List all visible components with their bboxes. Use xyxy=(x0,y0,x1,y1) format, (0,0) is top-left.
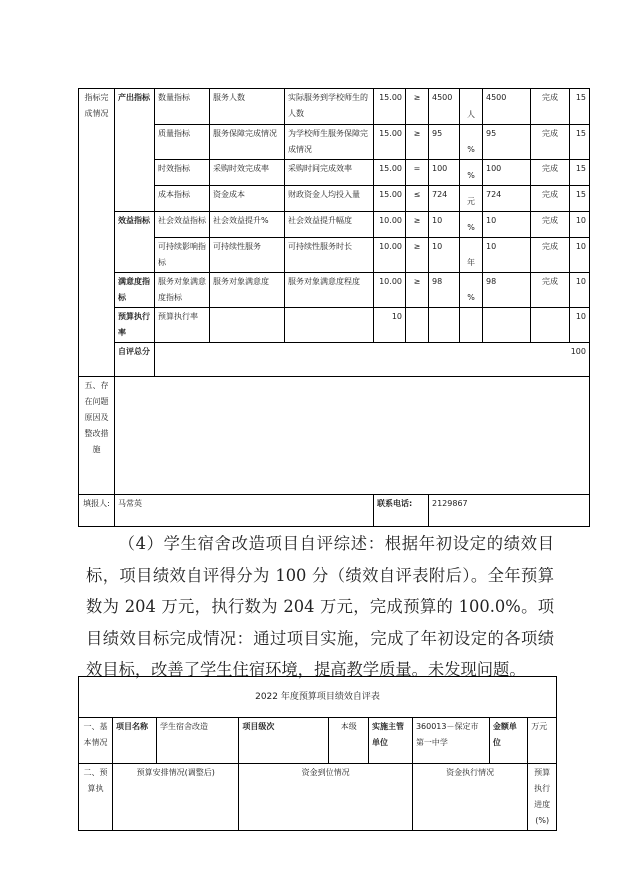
cell-l3: 可持续性服务 xyxy=(210,238,285,273)
cell-target: 98 xyxy=(429,273,460,308)
cell-weight: 10.00 xyxy=(374,238,406,273)
cell-unit: % xyxy=(460,125,483,160)
table-row xyxy=(79,212,590,238)
cell-unit: % xyxy=(460,273,483,308)
cell-unit: 年 xyxy=(460,238,483,273)
cell-weight: 15.00 xyxy=(374,186,406,212)
section-label: 指标完成情况 xyxy=(79,89,115,377)
cell-l2: 可持续影响指标 xyxy=(155,238,210,273)
problems-label: 五、存在问题原因及整改措施 xyxy=(79,377,115,495)
problems-row xyxy=(79,377,590,495)
cell-desc: 实际服务到学校师生的人数 xyxy=(285,89,374,125)
cell-target: 4500 xyxy=(429,89,460,125)
table-row xyxy=(79,273,590,308)
reporter-name: 马常英 xyxy=(115,495,374,527)
group-label: 满意度指标 xyxy=(115,273,155,308)
cell-l3: 资金成本 xyxy=(210,186,285,212)
cell-status: 完成 xyxy=(531,89,570,125)
table-row xyxy=(79,89,590,125)
cell-op: ≥ xyxy=(406,238,429,273)
cell-score: 15 xyxy=(570,89,590,125)
cell-unit: % xyxy=(460,160,483,186)
cell-l2: 数量指标 xyxy=(155,89,210,125)
cell-actual: 100 xyxy=(483,160,531,186)
cell-desc: 社会效益提升幅度 xyxy=(285,212,374,238)
cell-op: ≥ xyxy=(406,125,429,160)
cell-unit: 人 xyxy=(460,89,483,125)
cell-target: 95 xyxy=(429,125,460,160)
project-summary-paragraph: （4）学生宿舍改造项目自评综述：根据年初设定的绩效目标，项目绩效自评得分为 100 分（绩效自评表附后）。全年预算数为 204 万元，执行数为 204 万元，完成预算的 100.0%。项目绩效目标完成情况：通过项目实施，完成了年初设定的各项绩效目标，改善了学生住宿环境，提高教学质量。未发现问题。 xyxy=(86,534,554,679)
cell-op: ≥ xyxy=(406,89,429,125)
cell-desc: 财政资金人均投入量 xyxy=(285,186,374,212)
cell-desc: 采购时间完成效率 xyxy=(285,160,374,186)
cell-actual: 724 xyxy=(483,186,531,212)
cell-weight: 10.00 xyxy=(374,273,406,308)
cell-status: 完成 xyxy=(531,238,570,273)
project-level-value: 本级 xyxy=(329,718,369,764)
basic-info-row xyxy=(79,718,557,764)
cell-target: 10 xyxy=(429,212,460,238)
empty-cell xyxy=(210,308,285,343)
cell-desc: 可持续性服务时长 xyxy=(285,238,374,273)
amount-unit-value: 万元 xyxy=(528,718,557,764)
cell-l2: 时效指标 xyxy=(155,160,210,186)
phone-label: 联系电话: xyxy=(374,495,429,527)
cell-actual: 98 xyxy=(483,273,531,308)
cell-op: ≥ xyxy=(406,212,429,238)
table-title-row xyxy=(79,677,557,718)
cell-desc: 为学校师生服务保障完成情况 xyxy=(285,125,374,160)
cell-desc: 服务对象满意度程度 xyxy=(285,273,374,308)
group-label: 效益指标 xyxy=(115,212,155,273)
phone-value: 2129867 xyxy=(429,495,590,527)
cell-op: = xyxy=(406,160,429,186)
total-label: 自评总分 xyxy=(115,343,155,377)
cell-target: 10 xyxy=(429,238,460,273)
agency-value: 360013－保定市第一中学 xyxy=(412,718,489,764)
cell-actual: 4500 xyxy=(483,89,531,125)
budget-weight: 10 xyxy=(374,308,406,343)
cell-status: 完成 xyxy=(531,160,570,186)
cell-actual: 10 xyxy=(483,212,531,238)
cell-unit: % xyxy=(460,212,483,238)
empty-cell xyxy=(406,308,429,343)
col-exec-progress: 预算执行进度(%) xyxy=(528,764,557,831)
cell-actual: 95 xyxy=(483,125,531,160)
cell-weight: 15.00 xyxy=(374,160,406,186)
cell-l2: 服务对象满意度指标 xyxy=(155,273,210,308)
cell-l2: 成本指标 xyxy=(155,186,210,212)
empty-cell xyxy=(429,308,460,343)
cell-weight: 10.00 xyxy=(374,212,406,238)
table-row xyxy=(79,186,590,212)
cell-target: 724 xyxy=(429,186,460,212)
cell-score: 10 xyxy=(570,273,590,308)
cell-actual: 10 xyxy=(483,238,531,273)
budget-score: 10 xyxy=(570,308,590,343)
empty-cell xyxy=(531,308,570,343)
budget-exec-label: 二、预算执 xyxy=(79,764,113,831)
col-budget-arrange: 预算安排情况(调整后) xyxy=(113,764,239,831)
table-row xyxy=(79,238,590,273)
cell-l3: 服务对象满意度 xyxy=(210,273,285,308)
cell-status: 完成 xyxy=(531,125,570,160)
table-row xyxy=(79,125,590,160)
col-funding-status: 资金到位情况 xyxy=(239,764,413,831)
basic-info-label: 一、基本情况 xyxy=(79,718,113,764)
cell-status: 完成 xyxy=(531,186,570,212)
problems-value xyxy=(115,377,590,495)
cell-l3: 社会效益提升% xyxy=(210,212,285,238)
cell-l3: 服务人数 xyxy=(210,89,285,125)
budget-l2: 预算执行率 xyxy=(155,308,210,343)
cell-op: ≥ xyxy=(406,273,429,308)
reporter-row xyxy=(79,495,590,527)
reporter-label: 填报人: xyxy=(79,495,115,527)
cell-score: 15 xyxy=(570,160,590,186)
cell-score: 10 xyxy=(570,238,590,273)
cell-score: 15 xyxy=(570,186,590,212)
cell-l3: 服务保障完成情况 xyxy=(210,125,285,160)
budget-row xyxy=(79,308,590,343)
cell-l3: 采购时效完成率 xyxy=(210,160,285,186)
budget-label: 预算执行率 xyxy=(115,308,155,343)
cell-status: 完成 xyxy=(531,273,570,308)
project-name-label: 项目名称 xyxy=(113,718,157,764)
empty-cell xyxy=(483,308,531,343)
cell-score: 10 xyxy=(570,212,590,238)
cell-l2: 社会效益指标 xyxy=(155,212,210,238)
cell-score: 15 xyxy=(570,125,590,160)
table-title: 2022 年度预算项目绩效自评表 xyxy=(79,677,557,718)
cell-weight: 15.00 xyxy=(374,89,406,125)
project-name-value: 学生宿舍改造 xyxy=(156,718,238,764)
total-row xyxy=(79,343,590,377)
project-level-label: 项目级次 xyxy=(239,718,329,764)
group-label: 产出指标 xyxy=(115,89,155,212)
cell-l2: 质量指标 xyxy=(155,125,210,160)
indicator-table xyxy=(78,88,590,527)
cell-status: 完成 xyxy=(531,212,570,238)
cell-unit: 元 xyxy=(460,186,483,212)
empty-cell xyxy=(285,308,374,343)
cell-op: ≤ xyxy=(406,186,429,212)
empty-cell xyxy=(460,308,483,343)
table-row xyxy=(79,160,590,186)
amount-unit-label: 金额单位 xyxy=(489,718,527,764)
cell-weight: 15.00 xyxy=(374,125,406,160)
cell-target: 100 xyxy=(429,160,460,186)
total-score: 100 xyxy=(155,343,590,377)
self-evaluation-table xyxy=(78,676,557,831)
agency-label: 实施主管单位 xyxy=(369,718,413,764)
budget-exec-header-row xyxy=(79,764,557,831)
col-exec-status: 资金执行情况 xyxy=(412,764,527,831)
